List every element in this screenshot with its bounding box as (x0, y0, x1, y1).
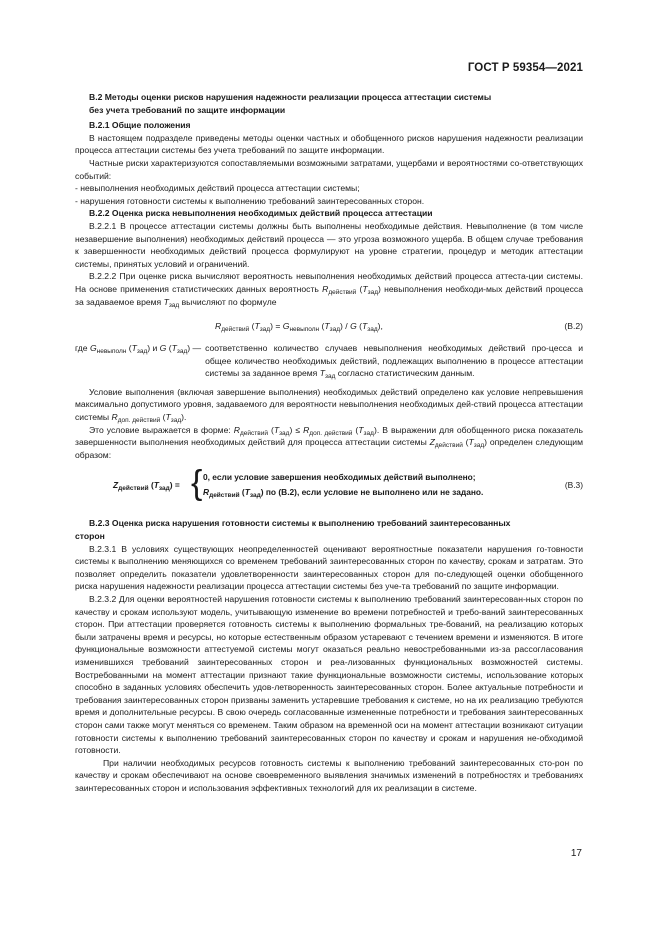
paragraph-condition-form: Это условие выражается в форме: $R_{действий}$ $(T_{зад}) \le R_{доп. действий}$ $(T_{зад})$. В выражении для обобщенного риска показатель завершенности выполнения необходимых действий для процесса аттестации системы $Z_{действий}$ $(T_{зад})$ определен следующим образом: (75, 424, 584, 460)
paragraph-b21-1: В настоящем подразделе приведены методы оценки частных и обобщенного рисков нарушения надежности реализации процесса аттестации системы без учета требований по защите информации. (75, 132, 583, 156)
paragraph-b21-2: Частные риски характеризуются сопоставляемыми возможными затратами, ущербами и вероятностями со-ответствующих событий: (75, 157, 583, 181)
brace-icon: { (191, 464, 203, 503)
formula-b3-case1: 0, если условие завершения необходимых действий выполнено; (203, 472, 476, 483)
paragraph-condition: Условие выполнения (включая завершение выполнения) необходимых действий определено как условие непревышения максимально допустимого уровня, задаваемого для вероятности невыполнения необходимых дей-ствий процесса аттестации системы $R_{доп. действий}$ $(T_{зад})$. (75, 386, 583, 425)
formula-where-clause (75, 342, 583, 380)
where-definition: соответственно количество случаев невыполнения необходимых действий про-цесса и общее количество необходимых действий, подлежащих выполнению в процессе аттестации системы за заданное время $T_{зад}$ согласно статистическим данным. (205, 343, 583, 381)
paragraph-b222: В.2.2.2 При оценке риска вычисляют вероятность невыполнения необходимых действий процесса аттеста-ции системы. На основе применения статистических данных вероятность $R_{действий}$ $(T_{зад})$ невыполнения необходи-мых действий процесса за задаваемое время $T_{зад}$ вычисляют по формуле (75, 271, 584, 309)
formula-b3-case2: $R_{действий}$ $(T_{зад})$ по (В.2), если условие не выполнено или не задано. (203, 487, 484, 500)
formula-expression: $R_{действий}$ $(T_{зад}) = G_{невыполн}$ $(T_{зад})$ / G $(T_{зад})$, (215, 321, 383, 334)
document-body (75, 91, 583, 795)
paragraph-b231: В.2.3.1 В условиях существующих неопределенностей оценивают вероятностные показатели нарушения го-товности системы к выполнению меняющихся со временем требований заинтересованных сторон по качеству, срокам и затратам. Это позволяет определить показатели удовлетворенности заинтересованных сторон для по-следующей оценки обобщенного риска нарушения надежности реализации процесса аттестации системы без уче-та требований по защите информации. (75, 543, 583, 592)
formula-b3-lhs: $Z_{действий}$ $(T_{зад})$ = (113, 480, 180, 493)
paragraph-b233: При наличии необходимых ресурсов готовность системы к выполнению требований заинтересованных сто-рон по качеству и срокам обеспечивают на основе своевременного выявления значимых изменений в потребностях и требованиях заинтересованных сторон и использования эффективных технологий для их реализации в системе. (75, 757, 583, 793)
where-symbols: где $G_{невыполн}$ $(T_{зад})$ и G $(T_{зад})$ — (75, 343, 202, 356)
section-heading-b2-line2: без учета требований по защите информации (89, 104, 286, 115)
paragraph-b232: В.2.3.2 Для оценки вероятностей нарушения готовности системы к выполнению требований заинтересован-ных сторон по качеству и срокам используют модель, учитывающую изменение во времени потребностей и требо-ваний заинтересованных сторон. При аттестации проверяется готовность системы к выполнению формальных тре-бований, на реализацию которых были затрачены время и ресурсы, но которые естественным образом устаревают с течением времени и изменяются. В итоге функциональные возможности аттестуемой системы могут оказаться реально невостребованными из-за рассогласования изменившихся требований заинтересованных сторон и реа-лизованных функциональных возможностей системы. Востребованными на момент аттестации признают такие функциональные возможности системы, использование которых способно в заданных условиях обеспечить удов-летворенность заинтересованных сторон. Более актуальные потребности и требования заинтересованных сторон призваны заменить устаревшие требования к системе, но на их реализацию требуются время и дополнительные ресурсы. В свою очередь согласованные измененные потребности и требования заинтересованных сторон сами также могут меняться со временем. Таким образом на временной оси на момент аттестации возникают ситуации готовности системы к выполнению требований заинтересованных сторон по качеству и срокам и нарушения не-обходимой готовности. (75, 594, 583, 756)
section-heading-b2-line1: В.2 Методы оценки рисков нарушения надежности реализации процесса аттестации системы (89, 92, 492, 102)
list-item-2: - нарушения готовности системы к выполнению требований заинтересованных сторон. (75, 195, 425, 206)
section-heading-b22: В.2.2 Оценка риска невыполнения необходимых действий процесса аттестации (89, 208, 433, 219)
list-item-1: - невыполнения необходимых действий процесса аттестации системы; (75, 183, 360, 194)
paragraph-b221: В.2.2.1 В процессе аттестации системы должны быть выполнены необходимые действия. Невыполнение (в том числе незавершение выполнения) необходимых действий процесса — это угроза возможного ущерба. В общем случае требования к завершенности необходимых действий процесса формулируют на уровне стратегии, процедур и методик аттестации системы, принятых условий и ограничений. (75, 220, 583, 269)
section-heading-b23-line1: В.2.3 Оценка риска нарушения готовности системы к выполнению требований заинтересованных (89, 518, 511, 529)
formula-number: (В.2) (564, 321, 583, 332)
section-heading-b21: В.2.1 Общие положения (89, 120, 191, 131)
section-heading-b23-line2: сторон (75, 531, 105, 542)
standard-header: ГОСТ Р 59354—2021 (467, 62, 583, 74)
formula-b2 (75, 312, 583, 338)
formula-b3-number: (В.3) (564, 480, 583, 491)
page-number: 17 (570, 848, 582, 859)
formula-b3 (75, 465, 583, 507)
